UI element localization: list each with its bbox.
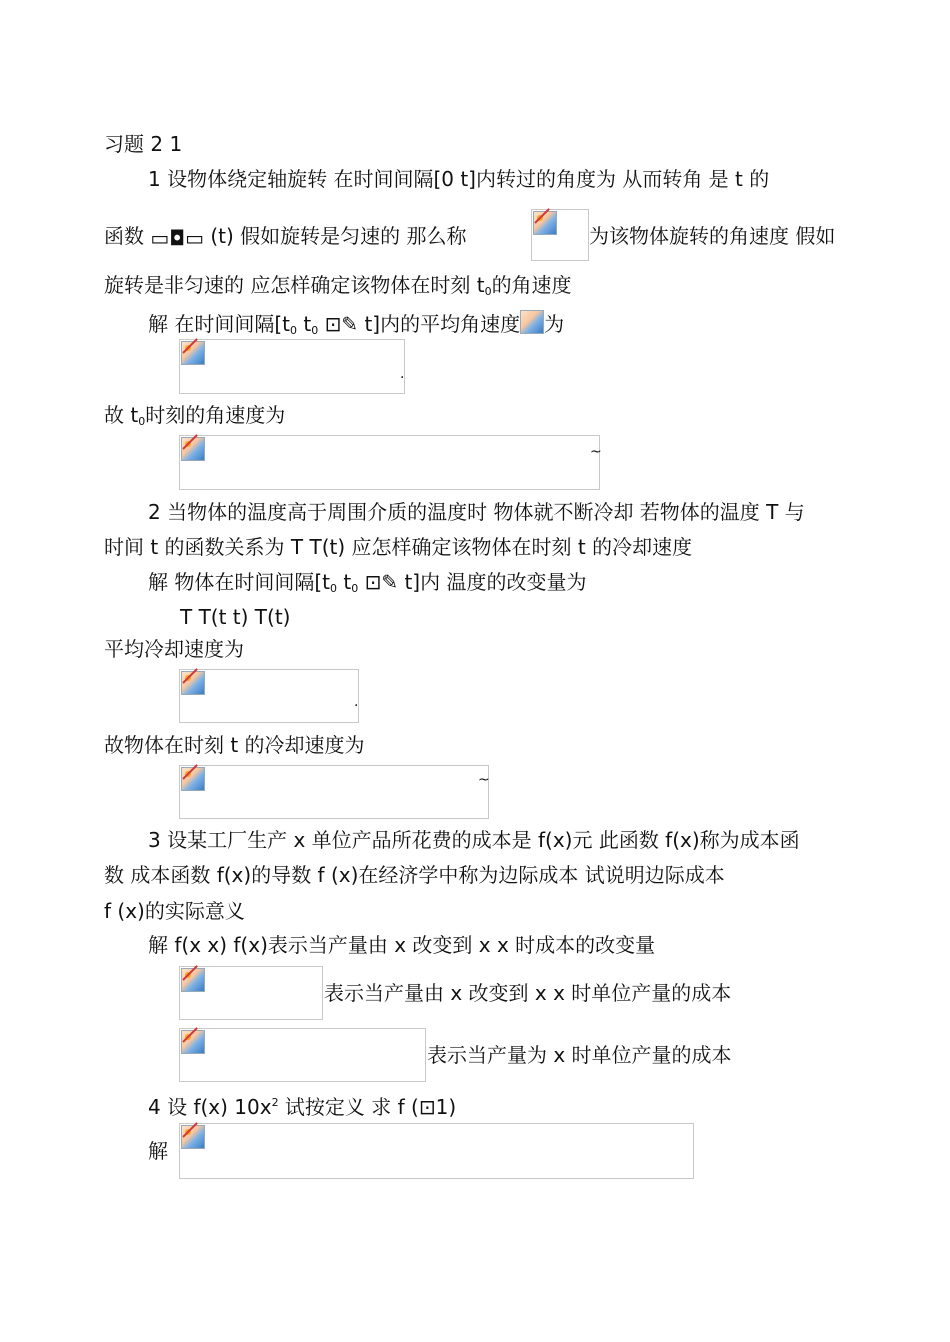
q1-conc-b: 时刻的角速度为 — [145, 403, 286, 427]
q1-sol-a: 解 在时间间隔[t — [148, 312, 291, 336]
q1-line-2c: 为该物体旋转的角速度 假如 — [589, 224, 836, 248]
q1-conclusion — [104, 402, 285, 435]
q4-line-1 — [148, 1090, 456, 1120]
q3-solution-line-1: 解 f(x x) f(x)表示当产量由 x 改变到 x x 时成本的改变量 — [148, 933, 656, 957]
superscript-two: 2 — [271, 1096, 279, 1109]
q2-average-label: 平均冷却速度为 — [104, 637, 244, 661]
q2-sol-b: t — [343, 570, 352, 594]
subscript-zero: 0 — [330, 582, 338, 595]
omega-formula-image — [531, 209, 589, 261]
q3-line-2: 数 成本函数 f(x)的导数 f (x)在经济学中称为边际成本 试说明边际成本 — [104, 863, 725, 887]
q1-line-3a: 旋转是非匀速的 应怎样确定该物体在时刻 t — [104, 273, 485, 297]
marginal-cost-limit-formula-image — [179, 1028, 426, 1082]
subscript-zero: 0 — [290, 324, 298, 337]
q4-solution-formula-image — [179, 1123, 694, 1179]
broken-image-icon — [181, 767, 205, 791]
q1-line-3b: 的角速度 — [491, 273, 572, 297]
subscript-zero: 0 — [138, 415, 146, 428]
avg-cooling-formula-image — [179, 669, 359, 723]
q3-line-1: 3 设某工厂生产 x 单位产品所花费的成本是 f(x)元 此函数 f(x)称为成本函 — [148, 828, 800, 852]
q3-solution-line-3: 表示当产量为 x 时单位产量的成本 — [427, 1043, 732, 1067]
q1-conc-a: 故 t — [104, 403, 139, 427]
q1-line-3 — [104, 272, 572, 305]
q2-line-2: 时间 t 的函数关系为 T T(t) 应怎样确定该物体在时刻 t 的冷却速度 — [104, 535, 693, 559]
exercise-title: 习题 2 1 — [104, 132, 183, 156]
q3-line-3: f (x)的实际意义 — [104, 899, 245, 923]
plus-delta-icon: ⊡✎ — [364, 570, 399, 594]
broken-image-icon — [181, 1125, 205, 1149]
broken-image-icon — [181, 671, 205, 695]
subscript-zero: 0 — [484, 285, 492, 298]
tilde-mark: ~ — [478, 772, 490, 788]
q1-line-2b: (t) 假如旋转是匀速的 那么称 — [210, 224, 467, 248]
q1-sol-d: 为 — [544, 312, 565, 336]
angular-velocity-limit-formula-image — [179, 435, 600, 490]
broken-image-icon — [181, 968, 205, 992]
broken-image-icon — [181, 1030, 205, 1054]
broken-image-icon — [181, 341, 205, 365]
q4-b: 试按定义 求 f ( — [278, 1095, 419, 1119]
minus-icon: ⊡ — [418, 1095, 436, 1119]
q1-sol-c: t]内的平均角速度 — [364, 312, 521, 336]
broken-image-icon — [533, 211, 557, 235]
q2-equation: T T(t t) T(t) — [180, 605, 291, 629]
q4-a: 4 设 f(x) 10x — [148, 1095, 272, 1119]
period-mark: . — [400, 366, 405, 382]
q2-solution-line — [148, 569, 586, 602]
unit-cost-change-formula-image — [179, 966, 323, 1020]
q4-solution-label: 解 — [148, 1139, 168, 1163]
phi-symbol-icon: ▭◘▭ — [150, 226, 204, 250]
q4-c: 1) — [435, 1095, 457, 1119]
q2-sol-a: 解 物体在时间间隔[t — [148, 570, 331, 594]
q2-conclusion: 故物体在时刻 t 的冷却速度为 — [104, 733, 365, 757]
q3-solution-line-2: 表示当产量由 x 改变到 x x 时单位产量的成本 — [324, 981, 732, 1005]
subscript-zero: 0 — [351, 582, 359, 595]
subscript-zero: 0 — [311, 324, 319, 337]
q2-line-1: 2 当物体的温度高于周围介质的温度时 物体就不断冷却 若物体的温度 T 与 — [148, 500, 805, 524]
avg-angular-velocity-formula-image — [179, 339, 405, 394]
tilde-mark: ~ — [590, 444, 602, 460]
q1-line-2 — [104, 223, 467, 249]
broken-image-icon — [520, 310, 544, 334]
broken-image-icon — [181, 437, 205, 461]
q2-sol-c: t]内 温度的改变量为 — [404, 570, 587, 594]
plus-delta-icon: ⊡✎ — [324, 312, 359, 336]
q1-line-1: 1 设物体绕定轴旋转 在时间间隔[0 t]内转过的角度为 从而转角 是 t 的 — [148, 167, 770, 191]
cooling-rate-formula-image — [179, 765, 489, 819]
q1-sol-b: t — [303, 312, 312, 336]
period-mark: . — [354, 694, 359, 710]
q1-line-2a: 函数 — [104, 224, 144, 248]
